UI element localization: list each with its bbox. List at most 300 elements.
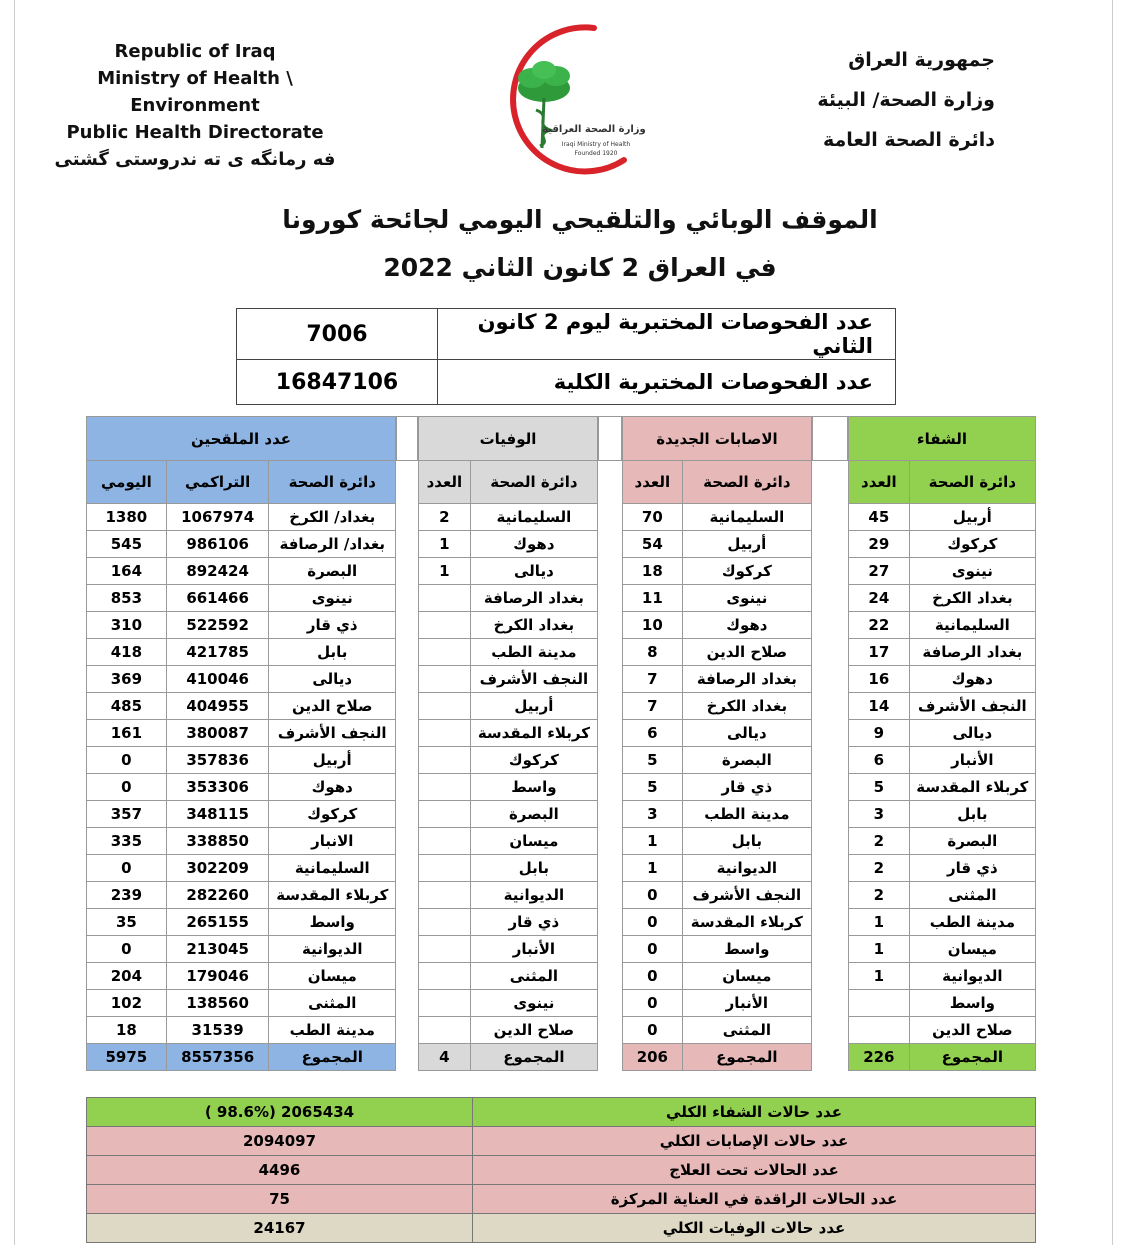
table-row [849,747,1036,774]
health-directorate-cell: كربلاء المقدسة [909,774,1035,801]
table-row [623,558,812,585]
health-directorate-cell: نينوى [909,558,1035,585]
daily-cell: 1380 [87,504,167,531]
count-cell: 2 [849,828,910,855]
health-directorate-cell: دهوك [269,774,396,801]
health-directorate-cell: ذي قار [470,909,597,936]
table-row [419,828,598,855]
health-directorate-cell: بابل [470,855,597,882]
count-cell [419,855,471,882]
health-directorate-cell: البصرة [470,801,597,828]
health-directorate-cell: صلاح الدين [682,639,811,666]
health-directorate-cell: ديالى [909,720,1035,747]
header-english [40,38,350,173]
health-directorate-cell: مدينة الطب [682,801,811,828]
count-cell [419,1017,471,1044]
health-directorate-cell: ذي قار [909,855,1035,882]
health-directorate-cell: دهوك [909,666,1035,693]
summary-row [87,1185,1036,1214]
health-directorate-cell: ذي قار [682,774,811,801]
health-directorate-cell: ميسان [909,936,1035,963]
summary-label: عدد الحالات تحت العلاج [473,1156,1036,1185]
table-row [623,855,812,882]
health-directorate-cell: أربيل [682,531,811,558]
summary-value: 2094097 [87,1127,473,1156]
table-row [419,666,598,693]
col-header-name: دائرة الصحة [909,461,1035,504]
health-directorate-cell: الديوانية [682,855,811,882]
health-directorate-cell: ذي قار [269,612,396,639]
health-directorate-cell: المثنى [470,963,597,990]
table-row [419,882,598,909]
total-tests-value: 16847106 [237,360,438,405]
count-cell: 29 [849,531,910,558]
health-directorate-cell: النجف الأشرف [909,693,1035,720]
cumulative-cell: 421785 [166,639,269,666]
table-row [87,855,396,882]
daily-cell: 0 [87,936,167,963]
table-row [623,585,812,612]
health-directorate-cell: بابل [269,639,396,666]
health-directorate-cell: نينوى [269,585,396,612]
health-directorate-cell: الديوانية [909,963,1035,990]
daily-cell: 0 [87,747,167,774]
table-row [87,504,396,531]
count-cell: 1 [849,909,910,936]
health-directorate-cell: مدينة الطب [909,909,1035,936]
table-row [419,801,598,828]
health-directorate-cell: بغداد الرصافة [470,585,597,612]
cumulative-cell: 410046 [166,666,269,693]
health-directorate-cell: ميسان [682,963,811,990]
logo-text: وزارة الصحة العراقية [542,124,646,135]
header-left-line: Public Health Directorate [66,122,324,143]
table-row [87,531,396,558]
table-row [419,720,598,747]
count-cell: 1 [419,531,471,558]
table-row [623,666,812,693]
count-cell: 3 [623,801,683,828]
table-row [849,1017,1036,1044]
table-row [623,639,812,666]
daily-cell: 369 [87,666,167,693]
table-row [623,1017,812,1044]
table-row [623,747,812,774]
table-row [849,639,1036,666]
count-cell: 16 [849,666,910,693]
daily-cell: 418 [87,639,167,666]
count-cell: 3 [849,801,910,828]
table-row [623,801,812,828]
total-label: المجموع [909,1044,1035,1071]
daily-cell: 0 [87,774,167,801]
table-row [87,747,396,774]
health-directorate-cell: بغداد الكرخ [682,693,811,720]
count-cell: 11 [623,585,683,612]
table-row [87,666,396,693]
table-row [623,612,812,639]
count-cell: 54 [623,531,683,558]
count-cell: 5 [623,774,683,801]
deaths-title: الوفيات [419,417,598,461]
table-row [87,693,396,720]
count-cell [419,720,471,747]
health-directorate-cell: السليمانية [909,612,1035,639]
health-directorate-cell: صلاح الدين [470,1017,597,1044]
count-cell [419,747,471,774]
health-directorate-cell: أربيل [470,693,597,720]
count-cell [419,963,471,990]
summary-value: 75 [87,1185,473,1214]
table-row [87,909,396,936]
recovery-table [848,416,1036,1071]
table-row [623,936,812,963]
health-directorate-cell: ميسان [470,828,597,855]
cases-table [622,416,812,1071]
count-cell: 2 [419,504,471,531]
table-row [623,828,812,855]
cumulative-cell: 282260 [166,882,269,909]
count-cell: 8 [623,639,683,666]
daily-cell: 0 [87,855,167,882]
count-cell [419,801,471,828]
cumulative-cell: 338850 [166,828,269,855]
daily-cell: 357 [87,801,167,828]
cumulative-cell: 348115 [166,801,269,828]
table-row [849,693,1036,720]
summary-value: ( 98.6%) 2065434 [87,1098,473,1127]
count-cell: 7 [623,666,683,693]
deaths-total: 4 [419,1044,471,1071]
health-directorate-cell: أربيل [909,504,1035,531]
table-row [623,882,812,909]
logo-subtext: Founded 1920 [574,150,618,157]
vaccinated-table [86,416,396,1071]
table-row [623,693,812,720]
table-row [87,936,396,963]
recovery-total: 226 [849,1044,910,1071]
total-label: المجموع [682,1044,811,1071]
health-directorate-cell: البصرة [909,828,1035,855]
cumulative-cell: 265155 [166,909,269,936]
tests-row [237,309,896,360]
col-header-cumulative: التراكمي [166,461,269,504]
table-row [623,963,812,990]
health-directorate-cell: أربيل [269,747,396,774]
table-row [849,666,1036,693]
count-cell: 2 [849,855,910,882]
total-label: المجموع [269,1044,396,1071]
count-cell: 70 [623,504,683,531]
table-row [419,585,598,612]
health-directorate-cell: بغداد الكرخ [909,585,1035,612]
logo-subtext: Iraqi Ministry of Health [561,141,631,148]
health-directorate-cell: الأنبار [909,747,1035,774]
cumulative-cell: 138560 [166,990,269,1017]
table-row [849,612,1036,639]
health-directorate-cell: بغداد/ الرصافة [269,531,396,558]
cumulative-cell: 892424 [166,558,269,585]
count-cell: 0 [623,882,683,909]
count-cell: 1 [849,963,910,990]
daily-cell: 102 [87,990,167,1017]
cumulative-cell: 302209 [166,855,269,882]
count-cell [419,936,471,963]
count-cell [419,774,471,801]
table-row [419,639,598,666]
count-cell [849,990,910,1017]
vaccinated-title: عدد الملقحين [87,417,396,461]
col-header-daily: اليومي [87,461,167,504]
daily-cell: 485 [87,693,167,720]
table-row [87,720,396,747]
daily-tests-label: عدد الفحوصات المختبرية ليوم 2 كانون الثاني [438,309,896,360]
health-directorate-cell: بغداد الرصافة [682,666,811,693]
table-row [419,504,598,531]
count-cell: 6 [849,747,910,774]
table-row [87,639,396,666]
health-directorate-cell: ديالى [470,558,597,585]
health-directorate-cell: ميسان [269,963,396,990]
header-right-line: دائرة الصحة العامة [822,129,995,151]
deaths-table [418,416,598,1071]
recovery-title: الشفاء [849,417,1036,461]
title-line: في العراق 2 كانون الثاني 2022 [383,253,777,282]
health-directorate-cell: كركوك [682,558,811,585]
summary-label: عدد حالات الوفيات الكلي [473,1214,1036,1243]
table-row [419,774,598,801]
table-row [849,531,1036,558]
col-header-count: العدد [419,461,471,504]
table-row [87,1017,396,1044]
health-directorate-cell: نينوى [470,990,597,1017]
health-directorate-cell: الانبار [269,828,396,855]
count-cell: 9 [849,720,910,747]
daily-cell: 35 [87,909,167,936]
count-cell: 27 [849,558,910,585]
table-row [623,720,812,747]
table-row [419,963,598,990]
summary-label: عدد حالات الإصابات الكلي [473,1127,1036,1156]
table-row [849,558,1036,585]
vaccinated-total-cumulative: 8557356 [166,1044,269,1071]
health-directorate-cell: ديالى [269,666,396,693]
tests-row [237,360,896,405]
cumulative-cell: 213045 [166,936,269,963]
health-directorate-cell: كركوك [269,801,396,828]
table-row [849,963,1036,990]
table-row [87,882,396,909]
cumulative-cell: 522592 [166,612,269,639]
health-directorate-cell: المثنى [909,882,1035,909]
count-cell: 5 [849,774,910,801]
health-directorate-cell: واسط [269,909,396,936]
health-directorate-cell: بغداد الرصافة [909,639,1035,666]
daily-cell: 204 [87,963,167,990]
spacer-column [598,416,622,461]
daily-cell: 853 [87,585,167,612]
health-directorate-cell: واسط [470,774,597,801]
table-row [419,693,598,720]
health-directorate-cell: بابل [909,801,1035,828]
health-directorate-cell: دهوك [470,531,597,558]
table-row [87,828,396,855]
table-row [623,909,812,936]
table-row [849,909,1036,936]
count-cell [419,693,471,720]
health-directorate-cell: دهوك [682,612,811,639]
table-row [849,828,1036,855]
health-directorate-cell: واسط [909,990,1035,1017]
header-right-line: وزارة الصحة/ البيئة [817,89,995,111]
summary-value: 4496 [87,1156,473,1185]
count-cell: 0 [623,936,683,963]
spacer-column [396,416,418,461]
count-cell: 5 [623,747,683,774]
count-cell: 24 [849,585,910,612]
summary-label: عدد حالات الشفاء الكلي [473,1098,1036,1127]
table-row [419,909,598,936]
count-cell: 1 [419,558,471,585]
count-cell [849,1017,910,1044]
health-directorate-cell: المثنى [682,1017,811,1044]
total-label: المجموع [470,1044,597,1071]
count-cell [419,666,471,693]
table-row [87,801,396,828]
table-row [419,747,598,774]
health-directorate-cell: السليمانية [269,855,396,882]
health-directorate-cell: كربلاء المقدسة [682,909,811,936]
health-directorate-cell: صلاح الدين [909,1017,1035,1044]
cases-title: الاصابات الجديدة [623,417,812,461]
count-cell [419,612,471,639]
health-directorate-cell: النجف الأشرف [682,882,811,909]
health-directorate-cell: مدينة الطب [269,1017,396,1044]
cumulative-cell: 404955 [166,693,269,720]
daily-cell: 310 [87,612,167,639]
table-row [623,774,812,801]
summary-row [87,1156,1036,1185]
cumulative-cell: 986106 [166,531,269,558]
col-header-name: دائرة الصحة [269,461,396,504]
table-row [623,504,812,531]
table-row [623,990,812,1017]
table-row [419,855,598,882]
count-cell [419,639,471,666]
table-row [419,612,598,639]
daily-cell: 239 [87,882,167,909]
col-header-name: دائرة الصحة [682,461,811,504]
table-row [419,531,598,558]
total-tests-label: عدد الفحوصات المختبرية الكلية [438,360,896,405]
summary-row [87,1098,1036,1127]
table-row [849,774,1036,801]
count-cell: 6 [623,720,683,747]
daily-cell: 18 [87,1017,167,1044]
table-row [849,585,1036,612]
table-row [849,504,1036,531]
summary-row [87,1214,1036,1243]
spacer-column [812,416,848,461]
table-row [849,855,1036,882]
cumulative-cell: 1067974 [166,504,269,531]
health-directorate-cell: السليمانية [682,504,811,531]
health-directorate-cell: البصرة [269,558,396,585]
health-directorate-cell: مدينة الطب [470,639,597,666]
col-header-name: دائرة الصحة [470,461,597,504]
table-row [419,936,598,963]
tests-table [236,308,896,405]
health-directorate-cell: النجف الأشرف [269,720,396,747]
table-row [87,774,396,801]
table-row [87,585,396,612]
count-cell: 0 [623,963,683,990]
health-directorate-cell: كركوك [909,531,1035,558]
title-line: الموقف الوبائي والتلقيحي اليومي لجائحة كورونا [282,205,878,234]
table-row [87,612,396,639]
cases-total: 206 [623,1044,683,1071]
table-row [623,531,812,558]
health-directorate-cell: الأنبار [682,990,811,1017]
summary-table [86,1097,1036,1243]
count-cell: 1 [623,855,683,882]
table-row [419,1017,598,1044]
count-cell: 22 [849,612,910,639]
health-directorate-cell: الديوانية [470,882,597,909]
vaccinated-total-daily: 5975 [87,1044,167,1071]
count-cell [419,882,471,909]
daily-cell: 161 [87,720,167,747]
daily-tests-value: 7006 [237,309,438,360]
table-row [849,936,1036,963]
summary-row [87,1127,1036,1156]
summary-value: 24167 [87,1214,473,1243]
count-cell [419,585,471,612]
count-cell: 14 [849,693,910,720]
page-title [280,196,880,292]
health-directorate-cell: بغداد/ الكرخ [269,504,396,531]
count-cell: 2 [849,882,910,909]
col-header-count: العدد [623,461,683,504]
table-row [419,990,598,1017]
table-row [849,990,1036,1017]
cumulative-cell: 380087 [166,720,269,747]
count-cell: 0 [623,909,683,936]
ministry-logo-icon [474,20,646,180]
health-directorate-cell: كربلاء المقدسة [269,882,396,909]
count-cell: 18 [623,558,683,585]
count-cell: 1 [849,936,910,963]
table-row [87,963,396,990]
cumulative-cell: 31539 [166,1017,269,1044]
header-left-line: Ministry of Health \ Environment [97,68,293,116]
table-row [849,882,1036,909]
health-directorate-cell: النجف الأشرف [470,666,597,693]
daily-cell: 164 [87,558,167,585]
health-directorate-cell: الديوانية [269,936,396,963]
count-cell [419,990,471,1017]
count-cell [419,828,471,855]
health-directorate-cell: صلاح الدين [269,693,396,720]
count-cell: 0 [623,990,683,1017]
health-directorate-cell: نينوى [682,585,811,612]
count-cell: 0 [623,1017,683,1044]
header-left-line: Republic of Iraq [114,41,276,62]
header-left-line: فه رمانگه ی ته ندروستی گشتی [54,149,336,170]
col-header-count: العدد [849,461,910,504]
table-row [419,558,598,585]
health-directorate-cell: بغداد الكرخ [470,612,597,639]
